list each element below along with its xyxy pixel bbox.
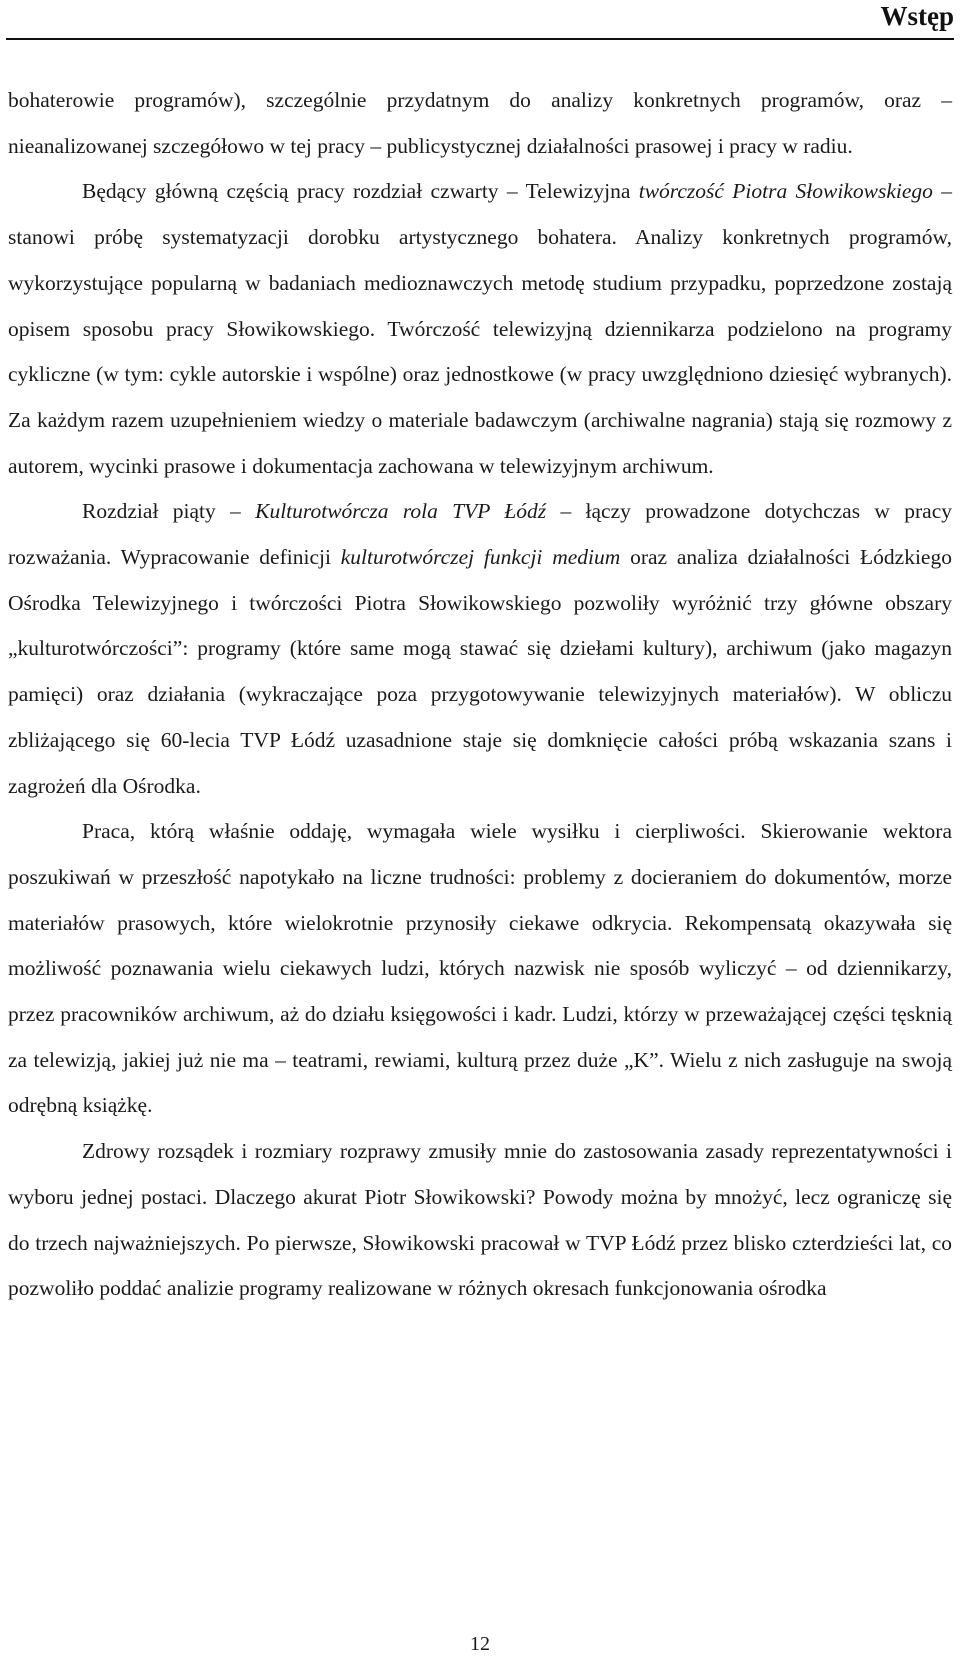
paragraph-3-text-a: Rozdział piąty – xyxy=(82,499,256,524)
paragraph-3-italic-title: Kulturotwórcza rola TVP Łódź xyxy=(255,499,547,524)
document-body xyxy=(8,78,952,1312)
paragraph-5 xyxy=(8,1129,952,1312)
paragraph-4 xyxy=(8,809,952,1129)
paragraph-2-text-a: Będący główną częścią pracy rozdział czwarty – Telewizyjna xyxy=(82,179,639,204)
chapter-title: Wstęp xyxy=(880,1,954,31)
paragraph-1-text: bohaterowie programów), szczególnie przydatnym do analizy konkretnych programów, oraz – nieanalizowanej szczegółowo w tej pracy – publicystycznej działalności prasowej i pracy w radiu. xyxy=(8,88,952,158)
paragraph-2 xyxy=(8,169,952,489)
paragraph-2-text-b: – stanowi próbę systematyzacji dorobku artystycznego bohatera. Analizy konkretnych programów, wykorzystujące popularną w badaniach medioznawczych metodę studium przypadku, poprzedzone zostają opisem sposobu pracy Słowikowskiego. Twórczość telewizyjną dziennikarza podzielono na programy cykliczne (w tym: cykle autorskie i wspólne) oraz jednostkowe (w pracy uwzględniono dziesięć wybranych). Za każdym razem uzupełnieniem wiedzy o materiale badawczym (archiwalne nagrania) stają się rozmowy z autorem, wycinki prasowe i dokumentacja zachowana w telewizyjnym archiwum. xyxy=(8,179,953,478)
page-header xyxy=(0,0,960,46)
paragraph-1 xyxy=(8,78,952,169)
paragraph-2-italic-title: twórczość Piotra Słowikowskiego xyxy=(638,179,933,204)
paragraph-3-text-b: – łączy prowadzone dotychczas w pracy rozważania. Wypracowanie definicji xyxy=(8,499,952,570)
paragraph-4-text: Praca, którą właśnie oddaję, wymagała wiele wysiłku i cierpliwości. Skierowanie wektora poszukiwań w przeszłość napotykało na liczne trudności: problemy z docieraniem do dokumentów, morze materiałów prasowych, które wielokrotnie przynosiły ciekawe odkrycia. Rekompensatą okazywała się możliwość poznawania wielu ciekawych ludzi, których nazwisk nie sposób wyliczyć – od dziennikarzy, przez pracowników archiwum, aż do działu księgowości i kadr. Ludzi, którzy w przeważającej części tęsknią za telewizją, jakiej już nie ma – teatrami, rewiami, kulturą przez duże „K”. Wielu z nich zasługuje na swoją odrębną książkę. xyxy=(8,819,952,1118)
paragraph-5-text: Zdrowy rozsądek i rozmiary rozprawy zmusiły mnie do zastosowania zasady reprezentatywności i wyboru jednej postaci. Dlaczego akurat Piotr Słowikowski? Powody można by mnożyć, lecz ograniczę się do trzech najważniejszych. Po pierwsze, Słowikowski pracował w TVP Łódź przez blisko czterdzieści lat, co pozwoliło poddać analizie programy realizowane w różnych okresach funkcjonowania ośrodka xyxy=(8,1139,952,1301)
page-number: 12 xyxy=(470,1633,490,1655)
paragraph-3-text-c: oraz analiza działalności Łódzkiego Ośrodka Telewizyjnego i twórczości Piotra Słowikowskiego pozwoliły wyróżnić trzy główne obszary „kulturotwórczości”: programy (które same mogą stawać się dziełami kultury), archiwum (jako magazyn pamięci) oraz działania (wykraczające poza przygotowywanie telewizyjnych materiałów). W obliczu zbliżającego się 60-lecia TVP Łódź uzasadnione staje się domknięcie całości próbą wskazania szans i zagrożeń dla Ośrodka. xyxy=(8,545,952,798)
paragraph-3-italic-term: kulturotwórczej funkcji medium xyxy=(340,545,621,570)
paragraph-3 xyxy=(8,489,952,809)
header-divider xyxy=(6,38,954,40)
